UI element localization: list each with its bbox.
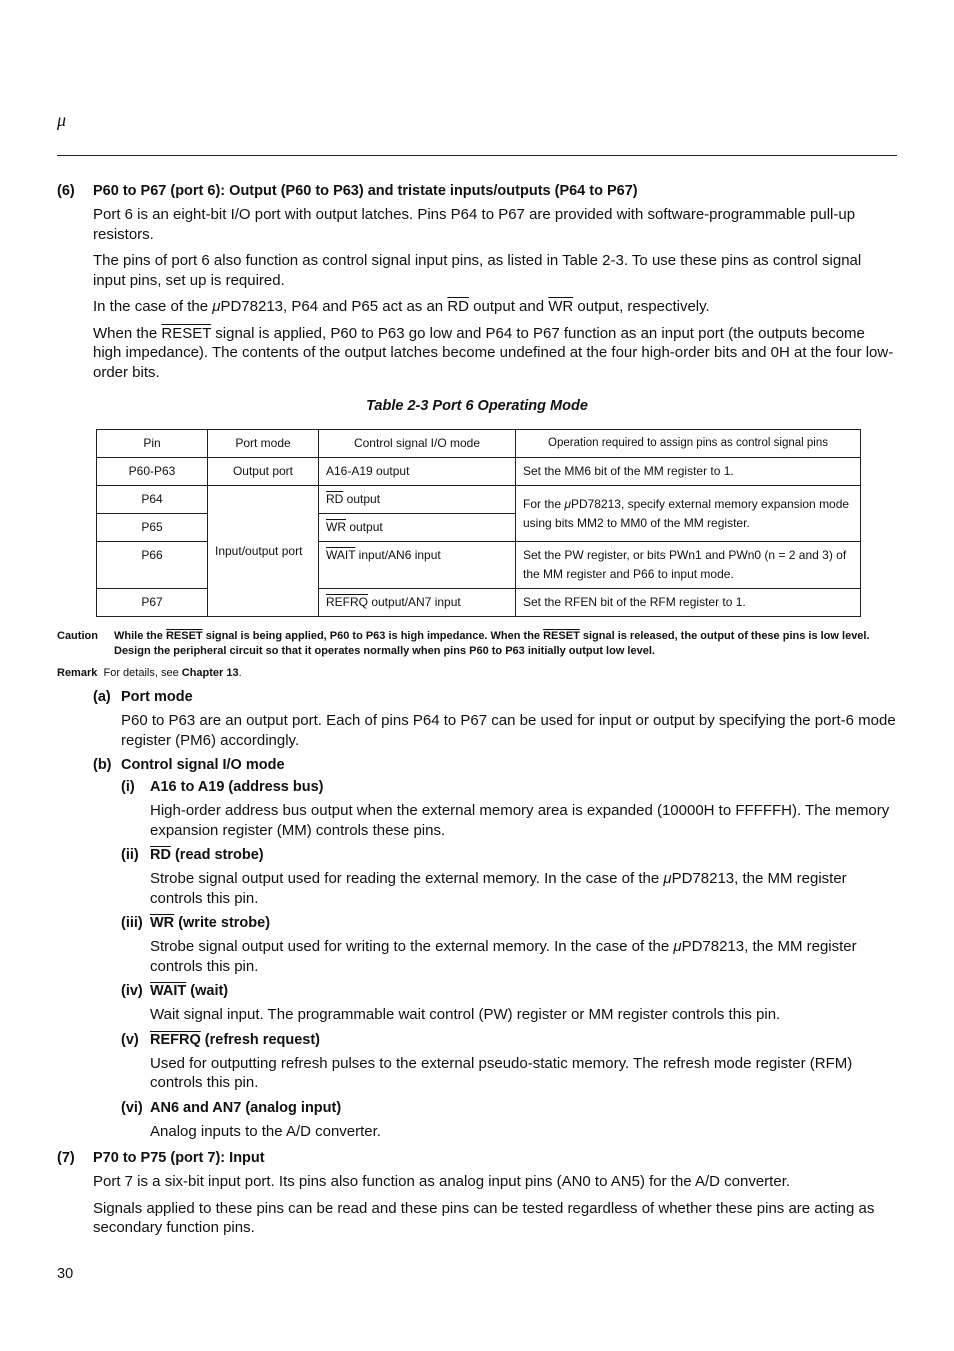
paragraph: Wait signal input. The programmable wait control (PW) register or MM register controls this pin. [150, 1006, 781, 1023]
table-cell: Set the MM6 bit of the MM register to 1. [516, 458, 861, 486]
caution-text: While the RESET signal is being applied, P60 to P63 is high impedance. When the RESET signal is released, the output of these pins is low level. Design the peripheral circuit so that it operates normally when pins P60 to P63 initially output low level. [114, 630, 870, 657]
subsection-heading: (a) Port mode [93, 689, 193, 705]
sub-subsection-heading: (ii) $\overline{RD}$ (read strobe) [121, 847, 264, 863]
paragraph: Strobe signal output used for writing to the external memory. In the case of the μPD78213, the MM register controls this pin. [150, 938, 857, 975]
table-cell: P67 [97, 589, 208, 617]
paragraph: High-order address bus output when the external memory area is expanded (10000H to FFFFFH). The memory expansion register (MM) controls these pins. [150, 802, 890, 839]
table-cell: WAIT input/AN6 input [319, 542, 516, 589]
table-cell: Set the RFEN bit of the RFM register to 1. [516, 589, 861, 617]
table-header-cell: Operation required to assign pins as control signal pins [516, 430, 861, 458]
header-rule [57, 155, 897, 156]
section-number: (7) [57, 1150, 75, 1166]
sub-subsection-heading: (i) A16 to A19 (address bus) [121, 779, 324, 795]
sub-subsection-heading: (iii) $\overline{WR}$ (write strobe) [121, 915, 271, 931]
paragraph: Signals applied to these pins can be read and these pins can be tested regardless of whether these pins are acting as secondary function pins. [93, 1199, 875, 1236]
table-header-row [97, 430, 861, 458]
sub-subsection-heading: (iv) WAIT (wait) [121, 983, 229, 999]
table-cell: For the μPD78213, specify external memory expansion mode using bits MM2 to MM0 of the MM register. [516, 486, 861, 542]
paragraph: In the case of the μPD78213, P64 and P65 act as an $\overline{RD}$ output and $\overline{WR}$ output, respectively. [93, 298, 710, 315]
table-cell: A16-A19 output [319, 458, 516, 486]
remark-note: Remark For details, see Chapter 13. [57, 667, 242, 679]
table-cell: Input/output port [208, 486, 319, 617]
table-cell: P65 [97, 514, 208, 542]
subsection-heading: (b) Control signal I/O mode [93, 757, 285, 773]
paragraph: When the RESET signal is applied, P60 to P63 go low and P64 to P67 function as an input port (the outputs become high impedance). The contents of the output latches become undefined at the four high-order bits and 0H at the four low-order bits. [93, 324, 894, 381]
caution-note [57, 629, 897, 659]
sub-subsection-heading: (vi) AN6 and AN7 (analog input) [121, 1099, 342, 1116]
table-cell: P66 [97, 542, 208, 589]
caution-label: Caution [57, 630, 98, 642]
paragraph: The pins of port 6 also function as control signal input pins, as listed in Table 2-3. To use these pins as control signal input pins, set up is required. [93, 252, 862, 289]
table-header-cell: Control signal I/O mode [319, 430, 516, 458]
mu-symbol: μ [57, 110, 67, 130]
table-cell: P64 [97, 486, 208, 514]
paragraph: Analog inputs to the A/D converter. [150, 1122, 381, 1140]
port-6-table [96, 429, 861, 617]
table-cell: REFRQ output/AN7 input [319, 589, 516, 617]
table-row [97, 486, 861, 514]
paragraph: Used for outputting refresh pulses to the external pseudo-static memory. The refresh mode register (RFM) controls this pin. [150, 1054, 853, 1091]
section-6-heading [57, 183, 897, 199]
paragraph: Port 7 is a six-bit input port. Its pins also function as analog input pins (AN0 to AN5) for the A/D converter. [93, 1173, 791, 1190]
table-cell: $\overline{WR}$ output [319, 514, 516, 542]
table-caption: Table 2-3 Port 6 Operating Mode [366, 398, 588, 414]
section-7-heading [57, 1150, 897, 1166]
paragraph: P60 to P63 are an output port. Each of pins P64 to P67 can be used for input or output by specifying the port-6 mode register (PM6) accordingly. [121, 712, 896, 749]
table-cell: Set the PW register, or bits PWn1 and PWn0 (n = 2 and 3) of the MM register and P66 to input mode. [516, 542, 861, 589]
sub-subsection-heading: (v) REFRQ (refresh request) [121, 1031, 321, 1048]
section-title: P60 to P67 (port 6): Output (P60 to P63) and tristate inputs/outputs (P64 to P67) [93, 183, 638, 199]
page-content [57, 183, 897, 1245]
table-row [97, 458, 861, 486]
table-cell: Output port [208, 458, 319, 486]
section-number: (6) [57, 183, 75, 199]
paragraph: Strobe signal output used for reading the external memory. In the case of the μPD78213, the MM register controls this pin. [150, 870, 847, 907]
table-header-cell: Port mode [208, 430, 319, 458]
page-number: 30 [57, 1266, 74, 1282]
table-cell: $\overline{RD}$ output [319, 486, 516, 514]
section-title: P70 to P75 (port 7): Input [93, 1150, 265, 1166]
paragraph: Port 6 is an eight-bit I/O port with output latches. Pins P64 to P67 are provided with software-programmable pull-up resistors. [93, 206, 856, 243]
table-cell: P60-P63 [97, 458, 208, 486]
table-header-cell: Pin [97, 430, 208, 458]
